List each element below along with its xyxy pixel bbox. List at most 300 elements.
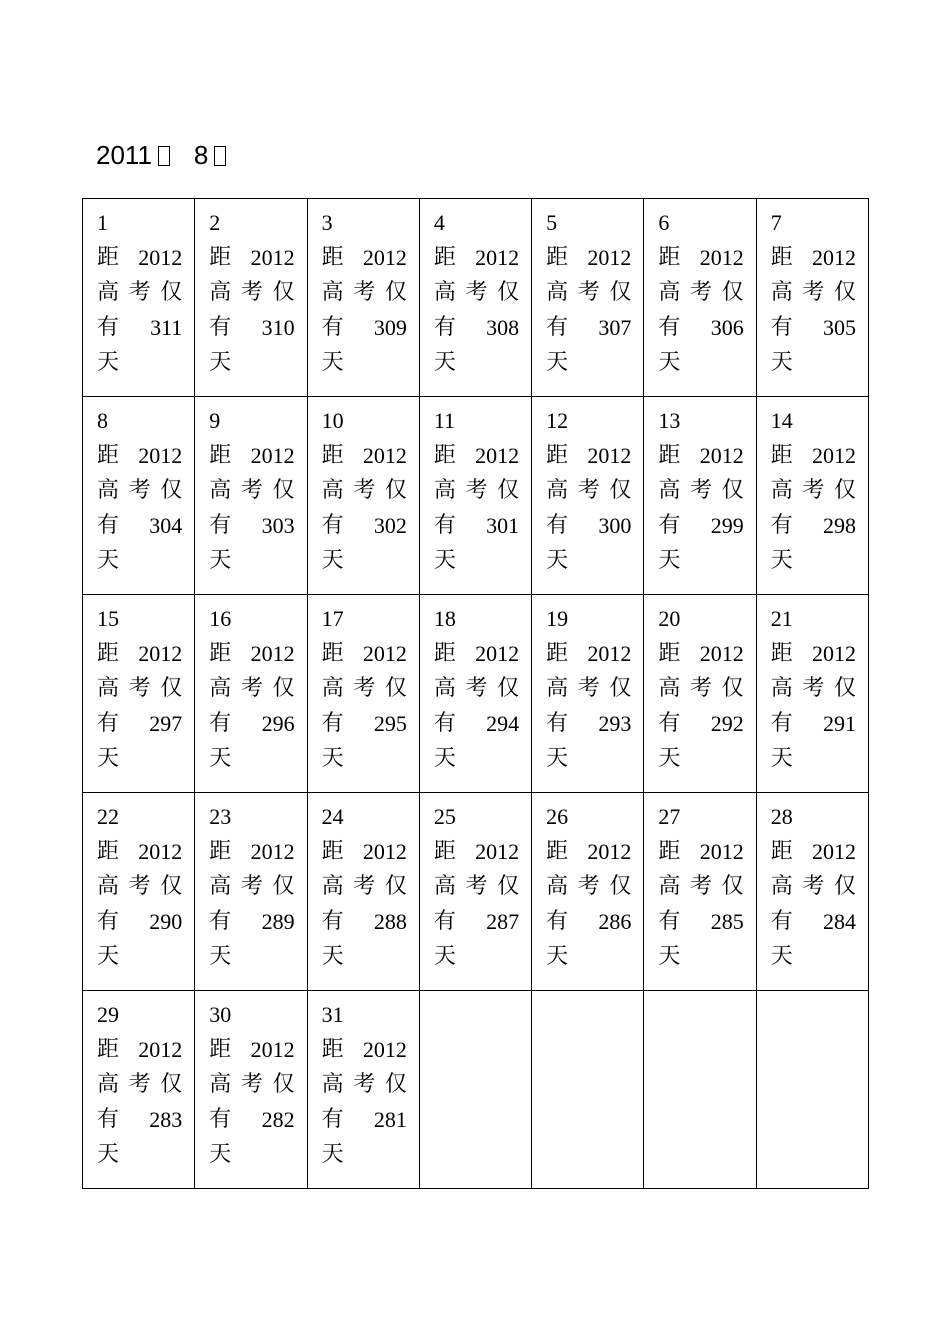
day-cell-content bbox=[420, 793, 531, 974]
day-cell bbox=[644, 595, 756, 793]
text-you: 有 bbox=[209, 315, 232, 340]
day-cell-content bbox=[757, 199, 868, 380]
line-until-year bbox=[322, 834, 407, 869]
day-cell bbox=[307, 991, 419, 1189]
line-tian bbox=[658, 741, 743, 776]
text-tian: 天 bbox=[209, 944, 232, 969]
empty-day-cell bbox=[644, 991, 756, 1189]
day-cell bbox=[532, 397, 644, 595]
line-tian bbox=[434, 741, 519, 776]
text-kao: 考 bbox=[690, 874, 713, 899]
day-cell-content bbox=[195, 793, 306, 974]
text-ju: 距 bbox=[209, 839, 232, 864]
target-year: 2012 bbox=[699, 641, 744, 666]
day-number: 8 bbox=[97, 408, 108, 433]
text-jin: 仅 bbox=[160, 874, 183, 899]
line-exam bbox=[209, 1067, 294, 1102]
text-jin: 仅 bbox=[272, 478, 295, 503]
day-cell bbox=[419, 199, 531, 397]
text-you: 有 bbox=[546, 909, 569, 934]
calendar-week-row bbox=[83, 397, 869, 595]
text-jin: 仅 bbox=[609, 478, 632, 503]
day-cell bbox=[83, 199, 195, 397]
day-cell-content bbox=[308, 991, 419, 1172]
day-number: 14 bbox=[770, 408, 793, 433]
line-until-year bbox=[771, 636, 856, 671]
day-cell bbox=[307, 397, 419, 595]
day-cell bbox=[419, 595, 531, 793]
text-kao: 考 bbox=[353, 874, 376, 899]
text-you: 有 bbox=[97, 909, 120, 934]
text-jin: 仅 bbox=[384, 478, 407, 503]
text-ju: 距 bbox=[97, 245, 120, 270]
days-remaining: 287 bbox=[486, 909, 520, 934]
day-number: 25 bbox=[433, 804, 456, 829]
day-cell bbox=[644, 793, 756, 991]
day-cell bbox=[644, 199, 756, 397]
text-ju: 距 bbox=[770, 839, 793, 864]
day-cell-content bbox=[757, 793, 868, 974]
line-remaining bbox=[209, 508, 294, 543]
text-kao: 考 bbox=[240, 874, 263, 899]
days-remaining: 300 bbox=[598, 513, 632, 538]
text-kao: 考 bbox=[353, 676, 376, 701]
text-tian: 天 bbox=[658, 746, 681, 771]
target-year: 2012 bbox=[475, 245, 520, 270]
text-gao: 高 bbox=[546, 874, 569, 899]
text-gao: 高 bbox=[321, 676, 344, 701]
line-exam bbox=[322, 473, 407, 508]
text-gao: 高 bbox=[433, 280, 456, 305]
text-gao: 高 bbox=[209, 280, 232, 305]
target-year: 2012 bbox=[138, 641, 183, 666]
text-jin: 仅 bbox=[609, 874, 632, 899]
text-kao: 考 bbox=[240, 478, 263, 503]
line-exam bbox=[546, 275, 631, 310]
text-you: 有 bbox=[658, 909, 681, 934]
line-remaining bbox=[771, 904, 856, 939]
text-gao: 高 bbox=[433, 676, 456, 701]
line-tian bbox=[322, 741, 407, 776]
text-gao: 高 bbox=[770, 478, 793, 503]
line-tian bbox=[546, 345, 631, 380]
line-remaining bbox=[322, 1102, 407, 1137]
days-remaining: 286 bbox=[598, 909, 632, 934]
text-ju: 距 bbox=[209, 1037, 232, 1062]
text-kao: 考 bbox=[128, 1072, 151, 1097]
day-cell-content bbox=[83, 397, 194, 578]
text-tian: 天 bbox=[97, 1142, 120, 1167]
line-remaining bbox=[658, 706, 743, 741]
line-until-year bbox=[771, 438, 856, 473]
day-number: 22 bbox=[97, 804, 119, 829]
text-jin: 仅 bbox=[272, 676, 295, 701]
line-tian bbox=[322, 543, 407, 578]
text-gao: 高 bbox=[209, 1072, 232, 1097]
missing-glyph-month-icon bbox=[214, 146, 226, 166]
days-remaining: 311 bbox=[150, 315, 183, 340]
day-number: 2 bbox=[209, 210, 221, 235]
days-remaining: 285 bbox=[710, 909, 744, 934]
target-year: 2012 bbox=[812, 839, 856, 864]
text-ju: 距 bbox=[321, 245, 344, 270]
text-tian: 天 bbox=[209, 350, 232, 375]
text-you: 有 bbox=[321, 909, 344, 934]
line-exam bbox=[546, 671, 631, 706]
text-tian: 天 bbox=[321, 350, 344, 375]
text-gao: 高 bbox=[321, 478, 344, 503]
target-year: 2012 bbox=[475, 839, 520, 864]
line-until-year bbox=[97, 240, 182, 275]
target-year: 2012 bbox=[250, 641, 295, 666]
day-cell-content bbox=[195, 397, 306, 578]
text-you: 有 bbox=[658, 513, 681, 538]
text-jin: 仅 bbox=[384, 874, 407, 899]
day-cell-content bbox=[644, 199, 755, 380]
days-remaining: 296 bbox=[261, 711, 295, 736]
line-tian bbox=[658, 345, 743, 380]
line-remaining bbox=[97, 1102, 182, 1137]
day-number: 15 bbox=[97, 606, 119, 631]
days-remaining: 283 bbox=[149, 1107, 183, 1132]
day-cell bbox=[307, 793, 419, 991]
line-tian bbox=[771, 741, 856, 776]
text-you: 有 bbox=[321, 1107, 344, 1132]
line-exam bbox=[771, 869, 856, 904]
text-kao: 考 bbox=[802, 874, 825, 899]
text-ju: 距 bbox=[770, 641, 793, 666]
line-until-year bbox=[658, 438, 743, 473]
target-year: 2012 bbox=[250, 839, 295, 864]
days-remaining: 284 bbox=[823, 909, 856, 934]
text-kao: 考 bbox=[465, 874, 488, 899]
text-gao: 高 bbox=[658, 478, 681, 503]
text-jin: 仅 bbox=[272, 1072, 295, 1097]
day-number: 5 bbox=[546, 210, 558, 235]
text-gao: 高 bbox=[658, 676, 681, 701]
text-ju: 距 bbox=[546, 245, 569, 270]
line-tian bbox=[209, 939, 294, 974]
text-ju: 距 bbox=[433, 245, 456, 270]
text-jin: 仅 bbox=[497, 478, 520, 503]
line-tian bbox=[771, 939, 856, 974]
text-ju: 距 bbox=[546, 839, 569, 864]
day-number: 7 bbox=[770, 210, 782, 235]
text-you: 有 bbox=[546, 513, 569, 538]
line-remaining bbox=[322, 904, 407, 939]
line-tian bbox=[546, 543, 631, 578]
target-year: 2012 bbox=[250, 1037, 295, 1062]
text-ju: 距 bbox=[97, 641, 120, 666]
calendar-week-row bbox=[83, 793, 869, 991]
day-number: 29 bbox=[97, 1002, 119, 1027]
text-jin: 仅 bbox=[497, 676, 520, 701]
text-kao: 考 bbox=[577, 478, 600, 503]
text-kao: 考 bbox=[240, 676, 263, 701]
days-remaining: 290 bbox=[149, 909, 183, 934]
calendar-table bbox=[82, 198, 869, 1189]
text-gao: 高 bbox=[321, 1072, 344, 1097]
empty-day-cell bbox=[419, 991, 531, 1189]
day-cell-content bbox=[83, 595, 194, 776]
line-tian bbox=[322, 939, 407, 974]
day-cell bbox=[195, 595, 307, 793]
day-cell-content bbox=[420, 595, 531, 776]
line-until-year bbox=[322, 1032, 407, 1067]
line-exam bbox=[546, 869, 631, 904]
text-gao: 高 bbox=[658, 280, 681, 305]
text-gao: 高 bbox=[97, 280, 120, 305]
text-you: 有 bbox=[321, 711, 344, 736]
missing-glyph-year-icon bbox=[158, 146, 170, 166]
text-tian: 天 bbox=[546, 350, 569, 375]
line-tian bbox=[546, 741, 631, 776]
text-tian: 天 bbox=[97, 944, 120, 969]
line-tian bbox=[771, 543, 856, 578]
day-cell bbox=[532, 793, 644, 991]
calendar-week-row bbox=[83, 595, 869, 793]
text-you: 有 bbox=[433, 909, 456, 934]
text-tian: 天 bbox=[209, 1142, 232, 1167]
text-kao: 考 bbox=[240, 280, 263, 305]
target-year: 2012 bbox=[250, 443, 295, 468]
line-exam bbox=[658, 869, 743, 904]
line-until-year bbox=[658, 834, 743, 869]
days-remaining: 298 bbox=[823, 513, 856, 538]
line-tian bbox=[322, 345, 407, 380]
text-you: 有 bbox=[209, 1107, 232, 1132]
line-until-year bbox=[97, 1032, 182, 1067]
day-number: 19 bbox=[546, 606, 569, 631]
text-jin: 仅 bbox=[721, 478, 744, 503]
line-remaining bbox=[771, 310, 856, 345]
day-number: 10 bbox=[321, 408, 344, 433]
line-exam bbox=[322, 275, 407, 310]
text-tian: 天 bbox=[658, 548, 681, 573]
text-ju: 距 bbox=[97, 839, 120, 864]
days-remaining: 294 bbox=[486, 711, 520, 736]
text-tian: 天 bbox=[658, 944, 681, 969]
line-exam bbox=[209, 671, 294, 706]
line-tian bbox=[97, 345, 182, 380]
text-ju: 距 bbox=[321, 1037, 344, 1062]
days-remaining: 301 bbox=[486, 513, 520, 538]
text-kao: 考 bbox=[802, 280, 825, 305]
line-tian bbox=[658, 543, 743, 578]
line-until-year bbox=[322, 636, 407, 671]
text-you: 有 bbox=[97, 513, 120, 538]
text-you: 有 bbox=[433, 513, 456, 538]
day-number: 3 bbox=[321, 210, 333, 235]
line-until-year bbox=[546, 834, 631, 869]
days-remaining: 288 bbox=[373, 909, 407, 934]
text-ju: 距 bbox=[209, 443, 232, 468]
line-remaining bbox=[434, 706, 519, 741]
text-you: 有 bbox=[97, 1107, 120, 1132]
day-number: 13 bbox=[658, 408, 681, 433]
text-tian: 天 bbox=[97, 548, 120, 573]
line-remaining bbox=[209, 706, 294, 741]
day-number: 31 bbox=[321, 1002, 344, 1027]
line-tian bbox=[97, 543, 182, 578]
line-exam bbox=[771, 473, 856, 508]
text-jin: 仅 bbox=[497, 280, 520, 305]
text-ju: 距 bbox=[97, 443, 120, 468]
line-remaining bbox=[97, 508, 182, 543]
line-exam bbox=[209, 275, 294, 310]
line-remaining bbox=[209, 1102, 294, 1137]
target-year: 2012 bbox=[138, 839, 183, 864]
text-gao: 高 bbox=[97, 1072, 120, 1097]
text-you: 有 bbox=[209, 711, 232, 736]
day-number: 9 bbox=[209, 408, 221, 433]
text-jin: 仅 bbox=[721, 280, 744, 305]
day-cell-content bbox=[83, 199, 194, 380]
text-kao: 考 bbox=[465, 280, 488, 305]
text-tian: 天 bbox=[546, 944, 569, 969]
line-remaining bbox=[209, 310, 294, 345]
day-cell-content bbox=[420, 199, 531, 380]
day-cell-content bbox=[644, 397, 755, 578]
text-you: 有 bbox=[209, 909, 232, 934]
day-number: 1 bbox=[97, 210, 108, 235]
text-kao: 考 bbox=[128, 874, 151, 899]
text-jin: 仅 bbox=[384, 1072, 407, 1097]
day-number: 27 bbox=[658, 804, 681, 829]
text-you: 有 bbox=[321, 315, 344, 340]
target-year: 2012 bbox=[587, 839, 632, 864]
text-ju: 距 bbox=[97, 1037, 120, 1062]
text-ju: 距 bbox=[658, 443, 681, 468]
text-jin: 仅 bbox=[384, 676, 407, 701]
line-exam bbox=[209, 869, 294, 904]
line-remaining bbox=[209, 904, 294, 939]
text-tian: 天 bbox=[209, 746, 232, 771]
day-cell-content bbox=[195, 595, 306, 776]
line-until-year bbox=[97, 636, 182, 671]
text-kao: 考 bbox=[353, 1072, 376, 1097]
line-remaining bbox=[546, 706, 631, 741]
day-cell-content bbox=[83, 793, 194, 974]
text-tian: 天 bbox=[321, 1142, 344, 1167]
title-month: 8 bbox=[193, 140, 209, 170]
text-kao: 考 bbox=[577, 280, 600, 305]
line-until-year bbox=[322, 438, 407, 473]
line-remaining bbox=[658, 508, 743, 543]
day-number: 6 bbox=[658, 210, 670, 235]
text-gao: 高 bbox=[321, 280, 344, 305]
day-cell-content bbox=[644, 793, 755, 974]
days-remaining: 282 bbox=[261, 1107, 295, 1132]
text-tian: 天 bbox=[321, 746, 344, 771]
line-until-year bbox=[771, 240, 856, 275]
text-jin: 仅 bbox=[497, 874, 520, 899]
line-until-year bbox=[434, 438, 519, 473]
day-number: 28 bbox=[770, 804, 793, 829]
line-tian bbox=[209, 543, 294, 578]
day-number: 11 bbox=[433, 408, 456, 433]
line-until-year bbox=[546, 636, 631, 671]
text-ju: 距 bbox=[209, 641, 232, 666]
text-jin: 仅 bbox=[721, 874, 744, 899]
text-ju: 距 bbox=[321, 839, 344, 864]
calendar-week-row bbox=[83, 199, 869, 397]
line-remaining bbox=[434, 904, 519, 939]
day-cell-content bbox=[532, 793, 643, 974]
text-you: 有 bbox=[209, 513, 232, 538]
text-gao: 高 bbox=[97, 676, 120, 701]
text-you: 有 bbox=[658, 711, 681, 736]
line-remaining bbox=[434, 508, 519, 543]
calendar-title bbox=[96, 140, 226, 171]
day-cell bbox=[307, 199, 419, 397]
days-remaining: 289 bbox=[261, 909, 295, 934]
text-kao: 考 bbox=[353, 478, 376, 503]
line-tian bbox=[97, 1137, 182, 1172]
day-cell bbox=[83, 793, 195, 991]
text-gao: 高 bbox=[209, 676, 232, 701]
text-jin: 仅 bbox=[833, 280, 856, 305]
text-jin: 仅 bbox=[160, 1072, 183, 1097]
title-year: 2011 bbox=[96, 140, 152, 170]
text-kao: 考 bbox=[128, 676, 151, 701]
line-tian bbox=[209, 1137, 294, 1172]
days-remaining: 291 bbox=[823, 711, 856, 736]
day-cell bbox=[532, 199, 644, 397]
line-remaining bbox=[658, 904, 743, 939]
days-remaining: 292 bbox=[710, 711, 744, 736]
line-remaining bbox=[97, 904, 182, 939]
day-number: 21 bbox=[770, 606, 793, 631]
day-cell bbox=[756, 199, 868, 397]
day-number: 24 bbox=[321, 804, 344, 829]
line-until-year bbox=[209, 240, 294, 275]
day-cell-content bbox=[308, 397, 419, 578]
day-cell bbox=[83, 397, 195, 595]
text-jin: 仅 bbox=[609, 676, 632, 701]
target-year: 2012 bbox=[587, 245, 632, 270]
day-number: 20 bbox=[658, 606, 681, 631]
line-until-year bbox=[546, 240, 631, 275]
day-number: 30 bbox=[209, 1002, 232, 1027]
text-gao: 高 bbox=[546, 280, 569, 305]
text-jin: 仅 bbox=[160, 280, 183, 305]
line-remaining bbox=[546, 310, 631, 345]
day-cell-content bbox=[308, 595, 419, 776]
line-tian bbox=[209, 345, 294, 380]
text-tian: 天 bbox=[546, 548, 569, 573]
text-you: 有 bbox=[97, 315, 120, 340]
text-tian: 天 bbox=[433, 944, 456, 969]
day-cell bbox=[195, 199, 307, 397]
text-jin: 仅 bbox=[609, 280, 632, 305]
text-gao: 高 bbox=[321, 874, 344, 899]
line-exam bbox=[97, 473, 182, 508]
line-until-year bbox=[209, 834, 294, 869]
day-number: 12 bbox=[546, 408, 569, 433]
text-you: 有 bbox=[658, 315, 681, 340]
line-exam bbox=[97, 275, 182, 310]
text-you: 有 bbox=[546, 711, 569, 736]
days-remaining: 293 bbox=[598, 711, 632, 736]
text-tian: 天 bbox=[97, 746, 120, 771]
text-gao: 高 bbox=[209, 874, 232, 899]
line-exam bbox=[97, 869, 182, 904]
line-until-year bbox=[322, 240, 407, 275]
text-tian: 天 bbox=[770, 746, 793, 771]
day-cell-content bbox=[644, 595, 755, 776]
text-gao: 高 bbox=[97, 478, 120, 503]
